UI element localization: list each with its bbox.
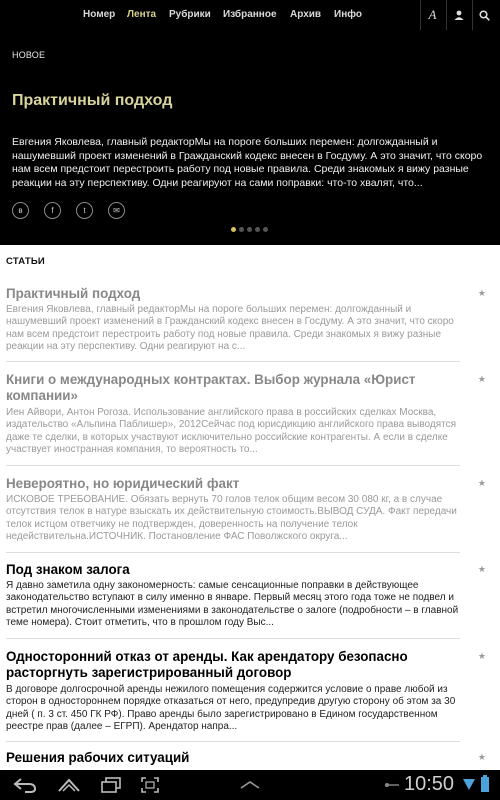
favorite-star-icon[interactable]: ★ [477,564,486,574]
featured-title[interactable]: Практичный подход [12,92,173,109]
top-navigation-bar [0,0,500,30]
divider [6,361,460,362]
nav-item-favorites[interactable]: Избранное [223,9,277,20]
share-twitter-button[interactable] [76,202,93,219]
clock: 10:50 [404,773,455,795]
twitter-icon: t [83,206,86,215]
article-excerpt: Иен Айвори, Антон Рогоза. Использование английского права в российских сделках Москва, издательство «Альпина Паблишер», 2012Сейчас под юрисдикцию английского права выводятся даже те сделки, в которых участвуют исключительно российские контрагенты. А если в сделке участвует иностранная компания, то вероятность то... [6,407,456,456]
favorite-star-icon[interactable]: ★ [477,752,486,762]
divider [6,741,460,742]
recent-apps-icon[interactable] [99,776,123,794]
nav-item-rubrics[interactable]: Рубрики [169,9,211,20]
font-size-button[interactable] [420,0,444,30]
favorite-star-icon[interactable]: ★ [477,478,486,488]
pager-dot[interactable] [263,227,268,232]
user-icon [454,10,464,20]
divider [6,465,460,466]
article-excerpt: Я давно заметила одну закономерность: самые сенсационные поправки в действующее законодательство вступают в силу именно в январе. Первый месяц этого года тоже не подвел и встретил многочисленными изменениями в законодательстве о залоге (подробности – в главной теме номера). Стоит отметить, что в прошлом году Выс... [6,580,459,629]
favorite-star-icon[interactable]: ★ [477,288,486,298]
article-title[interactable]: Книги о международных контрактах. Выбор журнала «Юрист компании» [6,372,416,403]
font-icon: A [428,7,437,22]
nav-item-issue[interactable]: Номер [83,9,116,20]
share-email-button[interactable] [108,202,125,219]
divider [6,638,460,639]
usb-icon [384,780,400,790]
account-button[interactable] [446,0,470,30]
favorite-star-icon[interactable]: ★ [477,651,486,661]
nav-item-archive[interactable]: Архив [290,9,322,20]
share-vk-button[interactable] [12,202,29,219]
share-facebook-button[interactable] [44,202,61,219]
home-icon[interactable] [56,776,82,794]
back-icon[interactable] [12,776,38,794]
favorite-star-icon[interactable]: ★ [477,374,486,384]
article-title[interactable]: Невероятно, но юридический факт [6,476,240,491]
article-title[interactable]: Односторонний отказ от аренды. Как арендатору безопасно расторгнуть зарегистрированный договор [6,649,408,680]
articles-section-label: СТАТЬИ [6,256,45,267]
vk-icon: в [18,206,23,215]
article-excerpt: ИСКОВОЕ ТРЕБОВАНИЕ. Обязать вернуть 70 голов телок общим весом 30 080 кг, а в случае отсутствия телок в натуре взыскать их действительную стоимость.ВЫВОД СУДА. Факт передачи телок истцом ответчику не подтвержден, доверенность на получение телок недействительна.ИСТОЧНИК. Постановление ФАС Поволжского округа... [6,494,457,543]
mail-icon: ✉ [113,206,120,215]
article-title[interactable]: Практичный подход [6,286,141,301]
nav-item-info[interactable]: Инфо [334,9,362,20]
screenshot-icon[interactable] [140,776,160,794]
article-title[interactable]: Под знаком залога [6,562,130,577]
pager-dot[interactable] [247,227,252,232]
article-excerpt: В договоре долгосрочной аренды нежилого помещения содержится условие о праве любой из сторон в одностороннем порядке отказаться от него, предупредив другую сторону об этом за 30 дней ( п. 3 ст. 450 ГК РФ). Право аренды было зарегистрировано в Едином государственном реестре прав (далее – ЕГРП). Арендатор напра... [6,684,456,733]
pager-dot[interactable] [255,227,260,232]
divider [6,552,460,553]
carousel-pager[interactable] [231,227,268,232]
pager-dot[interactable] [239,227,244,232]
chevron-up-icon[interactable] [239,780,261,790]
wifi-icon [462,777,476,791]
facebook-icon: f [51,206,54,215]
system-navigation-bar [0,770,500,800]
battery-icon [480,775,490,793]
featured-excerpt: Евгения Яковлева, главный редакторМы на пороге больших перемен: долгожданный и нашумевший проект изменений в Гражданский кодекс внесен в Госдуму. А это значит, что скоро нам всем предстоит перестроить работу под новые правила. Среди знакомых я вижу разные реакции на эту перспективу. Одни реагируют на сами поправки: что-то хвалят, что... [12,136,483,189]
featured-section-label: НОВОЕ [12,50,46,60]
article-title[interactable]: Решения рабочих ситуаций [6,750,190,765]
featured-article[interactable] [0,30,500,245]
article-excerpt: Евгения Яковлева, главный редакторМы на пороге больших перемен: долгожданный и нашумевший проект изменений в Гражданский кодекс внесен в Госдуму. А это значит, что скоро нам всем предстоит перестроить работу под новые правила. Среди знакомых я вижу разные реакции на эту перспективу. Одни реагируют на с... [6,304,454,353]
search-icon [479,10,490,21]
search-button[interactable] [472,0,496,30]
pager-dot[interactable] [231,227,236,232]
nav-item-feed[interactable]: Лента [127,9,157,20]
